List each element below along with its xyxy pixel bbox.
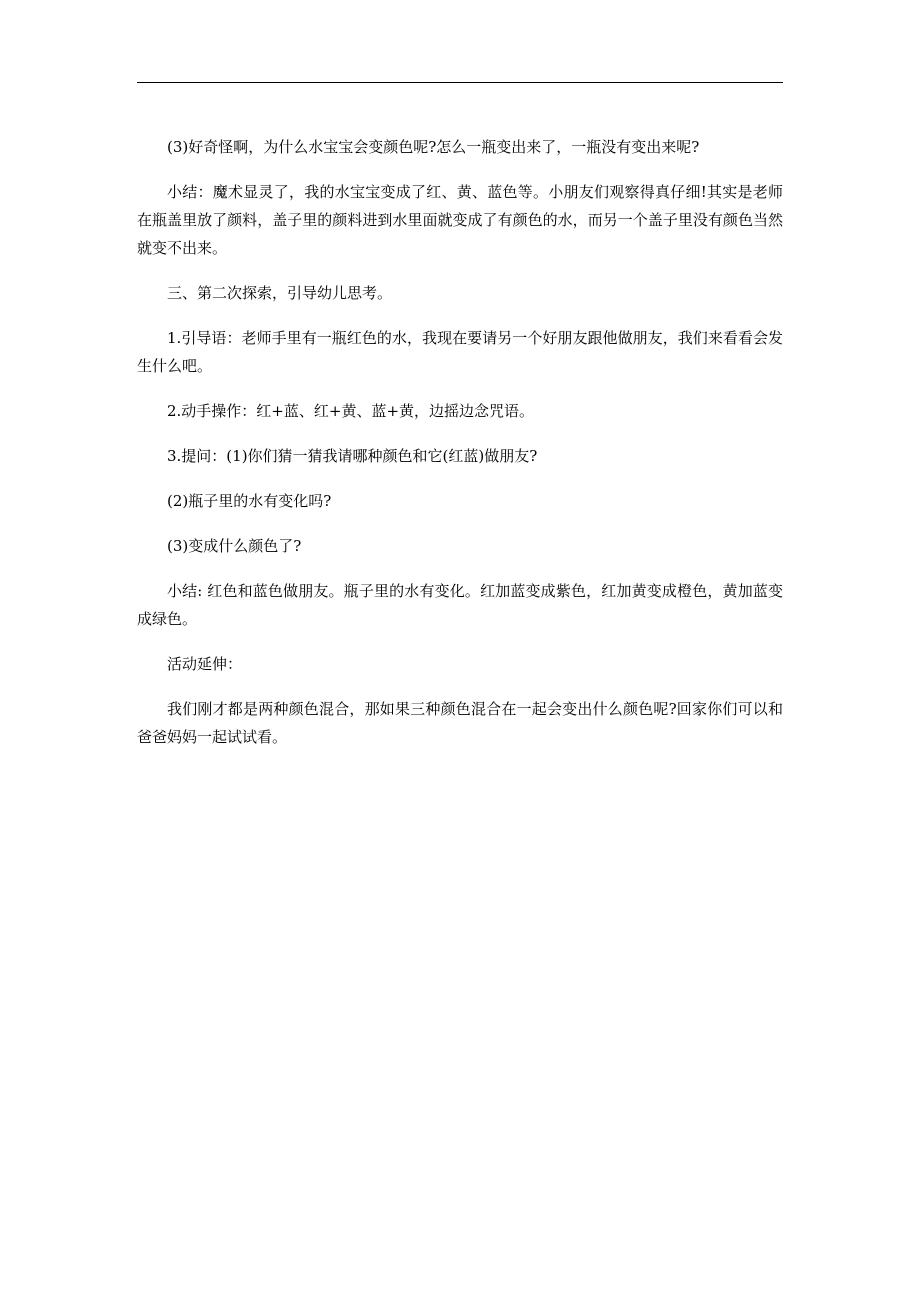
paragraph-extension: 我们刚才都是两种颜色混合，那如果三种颜色混合在一起会变出什么颜色呢?回家你们可以和爸爸妈妈一起试试看。 — [137, 700, 783, 746]
paragraph-question-2: (2)瓶子里的水有变化吗? — [167, 492, 332, 510]
paragraph-question-3b: (3)变成什么颜色了? — [167, 537, 302, 555]
paragraph-hands-on: 2.动手操作：红+蓝、红+黄、蓝+黄，边摇边念咒语。 — [167, 402, 535, 420]
paragraph-extension-heading: 活动延伸： — [167, 655, 243, 673]
section-heading-second-exploration: 三、第二次探索，引导幼儿思考。 — [167, 284, 393, 302]
paragraph-question-1: 3.提问：(1)你们猜一猜我请哪种颜色和它(红蓝)做朋友? — [167, 447, 538, 465]
document-body — [137, 133, 783, 751]
paragraph-question-3: (3)好奇怪啊，为什么水宝宝会变颜色呢?怎么一瓶变出来了，一瓶没有变出来呢? — [167, 138, 700, 156]
header-rule — [137, 82, 783, 83]
paragraph-summary-2: 小结: 红色和蓝色做朋友。瓶子里的水有变化。红加蓝变成紫色，红加黄变成橙色，黄加蓝变成绿色。 — [137, 582, 783, 628]
paragraph-summary-1: 小结：魔术显灵了，我的水宝宝变成了红、黄、蓝色等。小朋友们观察得真仔细!其实是老师在瓶盖里放了颜料，盖子里的颜料进到水里面就变成了有颜色的水，而另一个盖子里没有颜色当然就变不出来。 — [137, 183, 783, 257]
paragraph-guidance: 1.引导语：老师手里有一瓶红色的水，我现在要请另一个好朋友跟他做朋友，我们来看看会发生什么吧。 — [137, 329, 783, 375]
